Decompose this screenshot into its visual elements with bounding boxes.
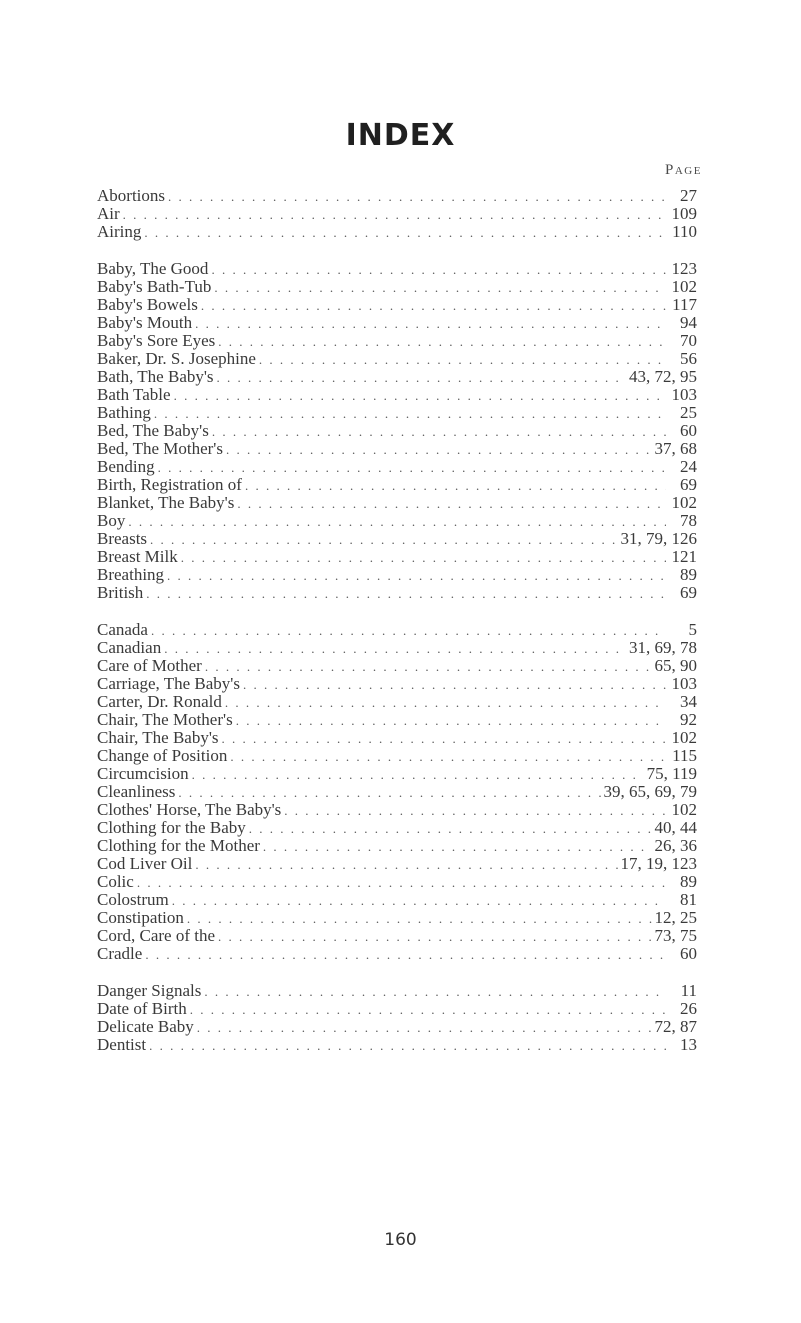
index-letter-group — [97, 260, 697, 602]
dot-leader — [214, 279, 666, 297]
index-page-refs: 24 — [680, 457, 697, 476]
index-page-refs: 121 — [671, 547, 697, 566]
index-entry — [97, 837, 697, 855]
index-page-refs: 56 — [680, 349, 697, 368]
dot-leader — [225, 694, 666, 712]
dot-leader — [222, 730, 666, 748]
index-term: Baby's Sore Eyes — [97, 331, 216, 350]
index-page-refs: 34 — [680, 692, 697, 711]
index-letter-group — [97, 621, 697, 963]
dot-leader — [146, 585, 666, 603]
index-page-refs: 117 — [672, 295, 697, 314]
index-term: British — [97, 583, 144, 602]
dot-leader — [197, 1019, 652, 1037]
index-entry — [97, 639, 697, 657]
index-term: Constipation — [97, 908, 184, 927]
index-page-refs: 60 — [680, 421, 697, 440]
dot-leader — [150, 531, 617, 549]
index-page-refs: 27 — [680, 186, 697, 205]
dot-leader — [237, 495, 666, 513]
index-page-refs: 102 — [671, 800, 697, 819]
index-entry — [97, 223, 697, 241]
index-entry — [97, 909, 697, 927]
dot-leader — [263, 838, 652, 856]
index-page-refs: 31, 69, 78 — [629, 638, 697, 657]
index-page-refs: 102 — [671, 493, 697, 512]
index-entry — [97, 711, 697, 729]
index-entry — [97, 657, 697, 675]
index-entry — [97, 1000, 697, 1018]
index-page-refs: 102 — [671, 728, 697, 747]
dot-leader — [192, 766, 644, 784]
index-page-refs: 39, 65, 69, 79 — [603, 782, 697, 801]
index-entry — [97, 747, 697, 765]
dot-leader — [151, 622, 666, 640]
index-term: Clothing for the Baby — [97, 818, 246, 837]
index-page-refs: 89 — [680, 872, 697, 891]
index-page-refs: 69 — [680, 475, 697, 494]
index-page-refs: 115 — [672, 746, 697, 765]
index-entry — [97, 404, 697, 422]
index-page-refs: 31, 79, 126 — [620, 529, 697, 548]
index-entry — [97, 873, 697, 891]
index-letter-group — [97, 982, 697, 1054]
index-page-refs: 26 — [680, 999, 697, 1018]
dot-leader — [187, 910, 652, 928]
index-page-refs: 25 — [680, 403, 697, 422]
index-term: Carriage, The Baby's — [97, 674, 240, 693]
index-page-refs: 110 — [672, 222, 697, 241]
index-entry — [97, 566, 697, 584]
index-term: Baker, Dr. S. Josephine — [97, 349, 256, 368]
index-term: Dentist — [97, 1035, 147, 1054]
index-page-refs: 69 — [680, 583, 697, 602]
index-term: Abortions — [97, 186, 165, 205]
index-entry — [97, 350, 697, 368]
dot-leader — [167, 567, 666, 585]
dot-leader — [236, 712, 666, 730]
dot-leader — [284, 802, 666, 820]
index-entry — [97, 205, 697, 223]
index-term: Breasts — [97, 529, 148, 548]
index-entry — [97, 621, 697, 639]
index-page-refs: 17, 19, 123 — [620, 854, 697, 873]
dot-leader — [230, 748, 666, 766]
index-term: Birth, Registration of — [97, 475, 242, 494]
index-entry — [97, 386, 697, 404]
dot-leader — [174, 387, 666, 405]
index-term: Baby's Mouth — [97, 313, 193, 332]
index-entry — [97, 296, 697, 314]
index-entry — [97, 1036, 697, 1054]
dot-leader — [164, 640, 626, 658]
index-page-refs: 92 — [680, 710, 697, 729]
index-term: Chair, The Baby's — [97, 728, 219, 747]
dot-leader — [218, 333, 666, 351]
dot-leader — [172, 892, 666, 910]
index-term: Bathing — [97, 403, 151, 422]
index-page-refs: 5 — [688, 620, 697, 639]
index-entry — [97, 332, 697, 350]
index-term: Cod Liver Oil — [97, 854, 193, 873]
dot-leader — [137, 874, 666, 892]
index-page-refs: 109 — [671, 204, 697, 223]
index-entry — [97, 494, 697, 512]
index-page-refs: 72, 87 — [654, 1017, 697, 1036]
dot-leader — [195, 856, 617, 874]
index-page-refs: 40, 44 — [654, 818, 697, 837]
index-term: Chair, The Mother's — [97, 710, 233, 729]
index-entry — [97, 260, 697, 278]
index-letter-group — [97, 187, 697, 241]
dot-leader — [249, 820, 652, 838]
index-term: Baby's Bowels — [97, 295, 198, 314]
index-page-refs: 94 — [680, 313, 697, 332]
index-page-refs: 12, 25 — [654, 908, 697, 927]
index-term: Blanket, The Baby's — [97, 493, 235, 512]
index-entry — [97, 819, 697, 837]
index-term: Bed, The Baby's — [97, 421, 209, 440]
index-term: Clothes' Horse, The Baby's — [97, 800, 282, 819]
index-term: Cleanliness — [97, 782, 176, 801]
index-entry — [97, 982, 697, 1000]
index-term: Breathing — [97, 565, 165, 584]
dot-leader — [226, 441, 652, 459]
index-term: Canadian — [97, 638, 162, 657]
index-page-refs: 103 — [671, 674, 697, 693]
index-term: Clothing for the Mother — [97, 836, 260, 855]
index-page-refs: 37, 68 — [654, 439, 697, 458]
index-entry — [97, 548, 697, 566]
index-term: Boy — [97, 511, 126, 530]
index-term: Air — [97, 204, 120, 223]
index-term: Airing — [97, 222, 142, 241]
index-term: Bath, The Baby's — [97, 367, 214, 386]
index-term: Change of Position — [97, 746, 228, 765]
page-number: 160 — [384, 1230, 417, 1250]
index-page-refs: 123 — [671, 259, 697, 278]
index-page-refs: 65, 90 — [654, 656, 697, 675]
dot-leader — [243, 676, 666, 694]
index-entry — [97, 422, 697, 440]
dot-leader — [195, 315, 666, 333]
dot-leader — [212, 423, 666, 441]
index-term: Danger Signals — [97, 981, 202, 1000]
dot-leader — [217, 369, 626, 387]
index-term: Cradle — [97, 944, 143, 963]
dot-leader — [181, 549, 666, 567]
index-term: Care of Mother — [97, 656, 202, 675]
index-list — [97, 187, 697, 1073]
dot-leader — [154, 405, 666, 423]
index-entry — [97, 314, 697, 332]
index-term: Carter, Dr. Ronald — [97, 692, 222, 711]
dot-leader — [149, 1037, 666, 1055]
index-entry — [97, 765, 697, 783]
index-page-refs: 103 — [671, 385, 697, 404]
dot-leader — [205, 658, 652, 676]
index-term: Cord, Care of the — [97, 926, 216, 945]
index-entry — [97, 675, 697, 693]
index-term: Baby, The Good — [97, 259, 209, 278]
index-term: Date of Birth — [97, 999, 187, 1018]
index-entry — [97, 512, 697, 530]
index-term: Canada — [97, 620, 148, 639]
index-title: INDEX — [345, 118, 456, 153]
index-entry — [97, 278, 697, 296]
index-entry — [97, 693, 697, 711]
dot-leader — [259, 351, 666, 369]
index-entry — [97, 530, 697, 548]
dot-leader — [211, 261, 666, 279]
index-page-refs: 13 — [680, 1035, 697, 1054]
dot-leader — [145, 946, 666, 964]
index-term: Circumcision — [97, 764, 189, 783]
index-term: Bed, The Mother's — [97, 439, 223, 458]
index-entry — [97, 368, 697, 386]
index-entry — [97, 783, 697, 801]
index-page-refs: 43, 72, 95 — [629, 367, 697, 386]
dot-leader — [204, 983, 666, 1001]
index-entry — [97, 584, 697, 602]
dot-leader — [123, 206, 666, 224]
index-term: Bending — [97, 457, 155, 476]
dot-leader — [245, 477, 666, 495]
index-entry — [97, 945, 697, 963]
index-entry — [97, 891, 697, 909]
index-entry — [97, 440, 697, 458]
index-page-refs: 73, 75 — [654, 926, 697, 945]
index-term: Baby's Bath-Tub — [97, 277, 212, 296]
dot-leader — [128, 513, 666, 531]
index-entry — [97, 458, 697, 476]
index-entry — [97, 476, 697, 494]
index-page-refs: 11 — [680, 981, 697, 1000]
dot-leader — [218, 928, 651, 946]
index-page-refs: 60 — [680, 944, 697, 963]
index-page-refs: 70 — [680, 331, 697, 350]
index-entry — [97, 729, 697, 747]
index-term: Bath Table — [97, 385, 171, 404]
index-entry — [97, 855, 697, 873]
index-page-refs: 75, 119 — [646, 764, 697, 783]
dot-leader — [190, 1001, 666, 1019]
dot-leader — [168, 188, 666, 206]
index-term: Colic — [97, 872, 134, 891]
index-page-refs: 81 — [680, 890, 697, 909]
index-entry — [97, 1018, 697, 1036]
index-entry — [97, 927, 697, 945]
dot-leader — [144, 224, 666, 242]
index-page-refs: 102 — [671, 277, 697, 296]
index-entry — [97, 801, 697, 819]
index-page-refs: 78 — [680, 511, 697, 530]
page-column-header: Page — [665, 162, 702, 178]
index-term: Colostrum — [97, 890, 169, 909]
dot-leader — [201, 297, 666, 315]
index-page-refs: 89 — [680, 565, 697, 584]
index-term: Breast Milk — [97, 547, 178, 566]
index-page-refs: 26, 36 — [654, 836, 697, 855]
index-term: Delicate Baby — [97, 1017, 194, 1036]
index-entry — [97, 187, 697, 205]
